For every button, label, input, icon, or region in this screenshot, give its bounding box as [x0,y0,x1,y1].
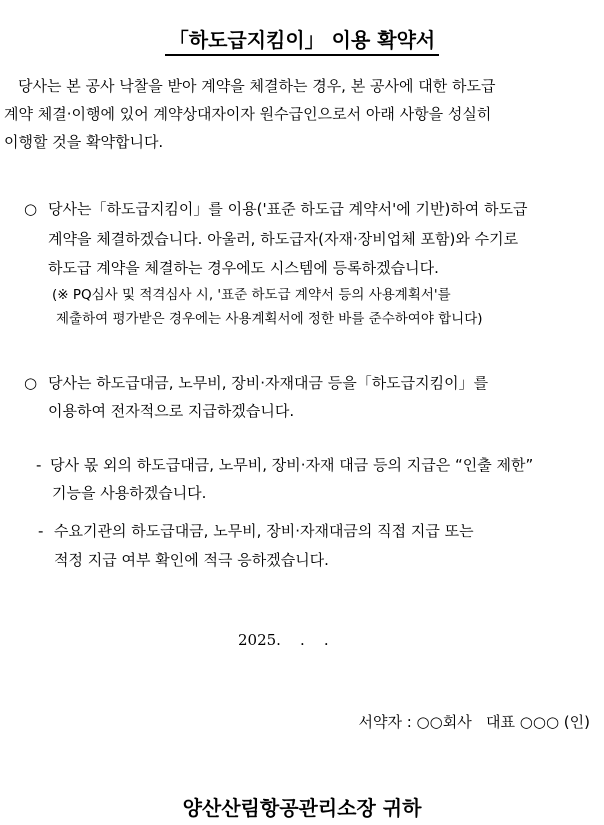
sub2-line-1: 수요기관의 하도급대금, 노무비, 장비·자재대금의 직접 지급 또는 [54,522,474,540]
sub1-line-2: 기능을 사용하겠습니다. [52,484,207,502]
document-title-text: 「하도급지킴이」 이용 확약서 [165,28,439,56]
document-title [0,24,604,53]
item2-line-1: 당사는 하도급대금, 노무비, 장비·자재대금 등을「하도급지킴이」를 [48,374,489,392]
intro-line-1: 당사는 본 공사 낙찰을 받아 계약을 체결하는 경우, 본 공사에 대한 하도급 [18,77,496,95]
sub2-line-2: 적정 지급 여부 확인에 적극 응하겠습니다. [54,551,329,569]
intro-paragraph [4,72,596,156]
bullet-mark-2: ○ [24,374,38,392]
item1-note-line-2: 제출하여 평가받은 경우에는 사용계획서에 정한 바를 준수하여야 합니다) [56,311,483,327]
item1-line-3: 하도급 계약을 체결하는 경우에도 시스템에 등록하겠습니다. [48,259,439,277]
signature-line: 서약자 : ○○회사 대표 ○○○ (인) [358,713,590,731]
dash-mark-2: - [38,522,44,540]
date-line: 2025. . . [238,631,329,649]
sub1-line-1: 당사 몫 외의 하도급대금, 노무비, 장비·자재 대금 등의 지급은 “인출 제한” [50,456,534,474]
bullet-mark-1: ○ [24,200,38,218]
intro-line-2: 계약 체결·이행에 있어 계약상대자이자 원수급인으로서 아래 사항을 성실히 [4,105,492,123]
item1-line-1: 당사는「하도급지킴이」를 이용('표준 하도급 계약서'에 기반)하여 하도급 [48,200,528,218]
dash-mark-1: - [36,456,42,474]
item2-line-2: 이용하여 전자적으로 지급하겠습니다. [48,402,295,420]
item1-line-2: 계약을 체결하겠습니다. 아울러, 하도급자(자재·장비업체 포함)와 수기로 [48,230,519,248]
intro-line-3: 이행할 것을 확약합니다. [4,133,164,151]
item1-note-line-1: (※ PQ심사 및 적격심사 시, '표준 하도급 계약서 등의 사용계획서'를 [52,287,451,303]
addressee-footer: 양산산림항공관리소장 귀하 [182,796,422,820]
